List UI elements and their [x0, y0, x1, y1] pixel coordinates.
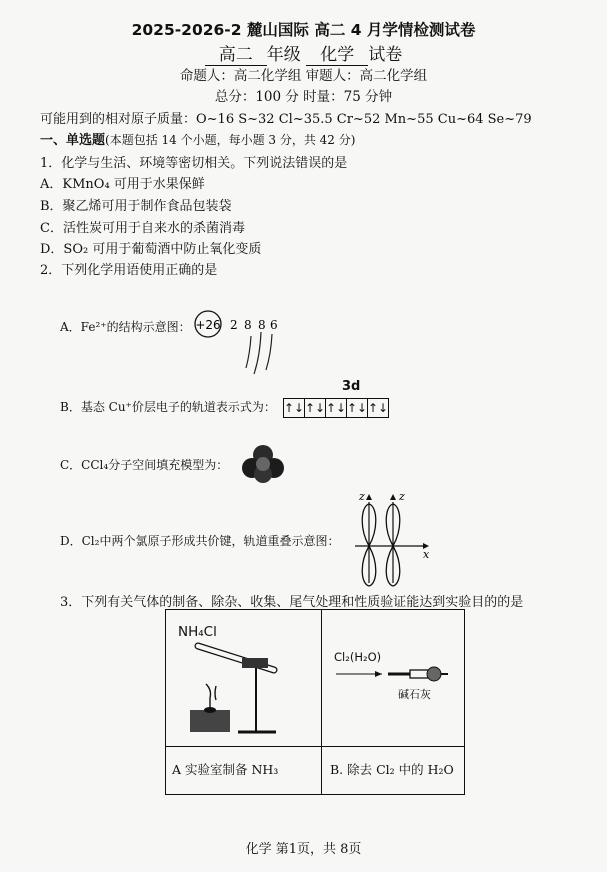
q2-option-d: D．Cl₂中两个氯原子形成共价键，轨道重叠示意图： — [60, 534, 340, 548]
shell-1: 2 — [230, 318, 238, 332]
exam-subtitle — [0, 40, 607, 66]
reagent-label: NH₄Cl — [178, 624, 217, 640]
q2-option-c: C．CCl₄分子空间填充模型为： — [60, 458, 229, 472]
p-orbital-overlap-diagram — [355, 488, 435, 588]
q1-option-c: C．活性炭可用于自来水的杀菌消毒 — [40, 221, 245, 236]
grade-blank: 高二 — [205, 46, 267, 66]
shell-4: 6 — [270, 318, 278, 332]
orbital-box: ↑↓ — [325, 398, 347, 418]
section-note: (本题包括 14 个小题，每小题 3 分，共 42 分) — [105, 133, 356, 147]
nucleus-charge: +26 — [195, 318, 221, 332]
nh3-preparation-apparatus — [176, 640, 316, 740]
score-line: 总分：100 分 时量：75 分钟 — [214, 89, 393, 105]
gas-label: Cl₂(H₂O) — [334, 650, 382, 664]
axis-x-label: x — [423, 548, 430, 561]
author-line: 命题人：高二化学组 审题人：高二化学组 — [179, 68, 428, 84]
q3-stem: 3．下列有关气体的制备、除杂、收集、尾气处理和性质验证能达到实验目的的是 — [60, 595, 524, 610]
section-title: 一、单选题 — [40, 133, 106, 148]
orbital-box: ↑↓ — [346, 398, 368, 418]
orbital-box: ↑↓ — [283, 398, 305, 418]
q1-option-b: B．聚乙烯可用于制作食品包装袋 — [40, 199, 232, 214]
paper-word: 试卷 — [368, 45, 403, 65]
q1-option-d: D．SO₂ 可用于葡萄酒中防止氧化变质 — [40, 242, 262, 257]
subject-blank: 化学 — [306, 46, 368, 66]
shell-2: 8 — [244, 318, 252, 332]
q2-option-b: B．基态 Cu⁺价层电子的轨道表示式为： — [60, 400, 276, 414]
page-footer: 化学 第1页，共 8页 — [245, 842, 362, 857]
drying-tube-apparatus — [332, 664, 462, 694]
q1-option-a: A．KMnO₄ 可用于水果保鲜 — [40, 177, 205, 192]
fe-ion-structure-diagram — [188, 308, 288, 378]
exam-title: 2025-2026-2 麓山国际 高二 4 月学情检测试卷 — [131, 21, 476, 39]
q3-option-table — [165, 609, 465, 795]
shell-3: 8 — [258, 318, 266, 332]
q2-option-a: A．Fe²⁺的结构示意图： — [60, 320, 191, 334]
orbital-box: ↑↓ — [304, 398, 326, 418]
atomic-masses: 可能用到的相对原子质量：O~16 S~32 Cl~35.5 Cr~52 Mn~55 Cu~64 Se~79 — [40, 112, 532, 127]
q1-stem: 1．化学与生活、环境等密切相关。下列说法错误的是 — [40, 156, 348, 171]
reagent-label: 碱石灰 — [398, 688, 431, 701]
axis-z-label: z — [399, 490, 405, 503]
grade-word: 年级 — [266, 45, 301, 65]
cell-a-caption: A 实验室制备 NH₃ — [172, 762, 279, 777]
q2-stem: 2．下列化学用语使用正确的是 — [40, 263, 218, 278]
cell-b-caption: B. 除去 Cl₂ 中的 H₂O — [330, 762, 454, 777]
orbital-label: 3d — [342, 379, 361, 394]
section-heading — [40, 129, 355, 148]
ccl4-space-filling-model — [238, 444, 288, 484]
orbital-diagram — [284, 398, 389, 418]
orbital-box: ↑↓ — [367, 398, 389, 418]
axis-z-label: z — [359, 490, 365, 503]
